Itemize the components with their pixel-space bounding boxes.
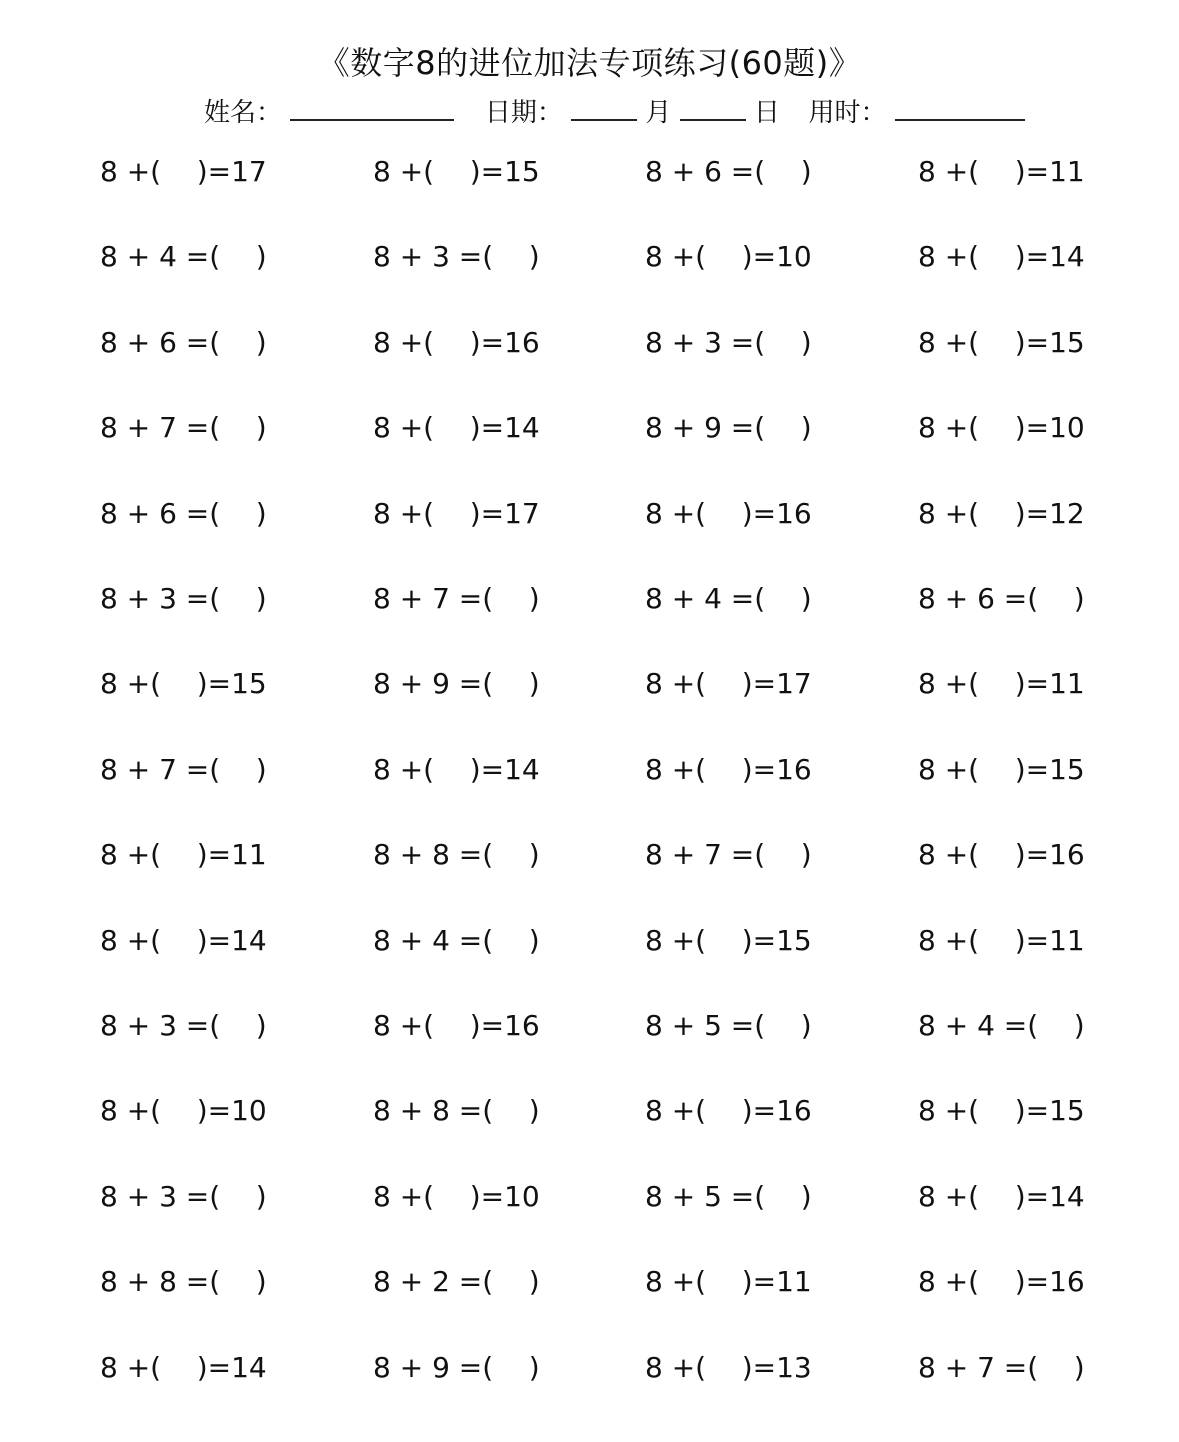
problem-cell: 8 + 4 =( ) — [373, 923, 540, 957]
date-label: 日期： — [484, 98, 563, 128]
problem-cell: 8 +( )=13 — [645, 1350, 812, 1384]
problem-cell: 8 +( )=16 — [645, 496, 812, 530]
problem-cell: 8 + 3 =( ) — [645, 325, 812, 359]
problem-cell: 8 +( )=12 — [918, 496, 1085, 530]
problem-cell: 8 +( )=11 — [645, 1265, 812, 1299]
problem-cell: 8 + 4 =( ) — [645, 582, 812, 615]
problem-cell: 8 + 7 =( ) — [918, 1350, 1085, 1384]
problem-cell: 8 +( )=15 — [645, 923, 812, 957]
problem-cell: 8 + 9 =( ) — [373, 667, 540, 701]
problem-cell: 8 +( )=15 — [100, 667, 267, 701]
problem-cell: 8 +( )=17 — [100, 155, 267, 188]
problem-cell: 8 + 8 =( ) — [373, 1094, 540, 1128]
problem-cell: 8 + 3 =( ) — [100, 1179, 267, 1213]
day-label: 日 — [753, 98, 780, 128]
problem-cell: 8 +( )=16 — [373, 1009, 540, 1042]
worksheet-title: 《数字8的进位加法专项练习(60题)》 — [317, 44, 862, 82]
problem-cell: 8 + 3 =( ) — [100, 582, 267, 615]
problem-cell: 8 +( )=16 — [645, 1094, 812, 1128]
problem-cell: 8 +( )=16 — [918, 1265, 1085, 1299]
name-label: 姓名： — [204, 98, 283, 128]
problem-cell: 8 +( )=14 — [918, 1179, 1085, 1213]
problem-cell: 8 + 4 =( ) — [100, 240, 267, 274]
problem-cell: 8 +( )=17 — [645, 667, 812, 701]
problem-cell: 8 +( )=15 — [918, 752, 1085, 786]
time-label: 用时： — [808, 98, 887, 128]
problem-cell: 8 + 9 =( ) — [373, 1350, 540, 1384]
problem-cell: 8 +( )=11 — [918, 155, 1085, 188]
problem-cell: 8 +( )=16 — [918, 838, 1085, 872]
problem-cell: 8 + 6 =( ) — [918, 582, 1085, 615]
problem-cell: 8 +( )=15 — [373, 155, 540, 188]
problem-cell: 8 + 6 =( ) — [100, 325, 267, 359]
problem-cell: 8 +( )=11 — [100, 838, 267, 872]
time-blank[interactable] — [895, 95, 1025, 121]
day-blank[interactable] — [680, 95, 746, 121]
problem-cell: 8 + 7 =( ) — [100, 752, 267, 786]
month-label: 月 — [645, 98, 672, 128]
problem-cell: 8 +( )=11 — [918, 667, 1085, 701]
problem-cell: 8 + 8 =( ) — [100, 1265, 267, 1299]
problem-cell: 8 +( )=14 — [373, 752, 540, 786]
problem-cell: 8 +( )=15 — [918, 325, 1085, 359]
problem-cell: 8 + 5 =( ) — [645, 1009, 812, 1042]
problem-cell: 8 + 5 =( ) — [645, 1179, 812, 1213]
problem-cell: 8 + 8 =( ) — [373, 838, 540, 872]
problem-cell: 8 +( )=14 — [100, 1350, 267, 1384]
problem-cell: 8 + 7 =( ) — [100, 411, 267, 445]
problem-cell: 8 +( )=15 — [918, 1094, 1085, 1128]
problem-cell: 8 +( )=10 — [645, 240, 812, 274]
problem-cell: 8 +( )=16 — [373, 325, 540, 359]
problem-cell: 8 +( )=10 — [373, 1179, 540, 1213]
problem-cell: 8 + 3 =( ) — [373, 240, 540, 274]
problem-cell: 8 + 2 =( ) — [373, 1265, 540, 1299]
problem-cell: 8 +( )=14 — [918, 240, 1085, 274]
problem-cell: 8 +( )=14 — [373, 411, 540, 445]
problem-cell: 8 + 9 =( ) — [645, 411, 812, 445]
problem-cell: 8 +( )=14 — [100, 923, 267, 957]
problem-cell: 8 +( )=17 — [373, 496, 540, 530]
problem-cell: 8 + 6 =( ) — [645, 155, 812, 188]
student-info-row — [204, 92, 1025, 129]
problem-cell: 8 +( )=16 — [645, 752, 812, 786]
problem-cell: 8 +( )=11 — [918, 923, 1085, 957]
problem-cell: 8 +( )=10 — [100, 1094, 267, 1128]
problem-cell: 8 + 7 =( ) — [645, 838, 812, 872]
problem-cell: 8 + 7 =( ) — [373, 582, 540, 615]
name-blank[interactable] — [290, 95, 454, 121]
month-blank[interactable] — [571, 95, 637, 121]
problem-cell: 8 + 3 =( ) — [100, 1009, 267, 1042]
problem-cell: 8 + 6 =( ) — [100, 496, 267, 530]
problem-cell: 8 + 4 =( ) — [918, 1009, 1085, 1042]
problem-cell: 8 +( )=10 — [918, 411, 1085, 445]
